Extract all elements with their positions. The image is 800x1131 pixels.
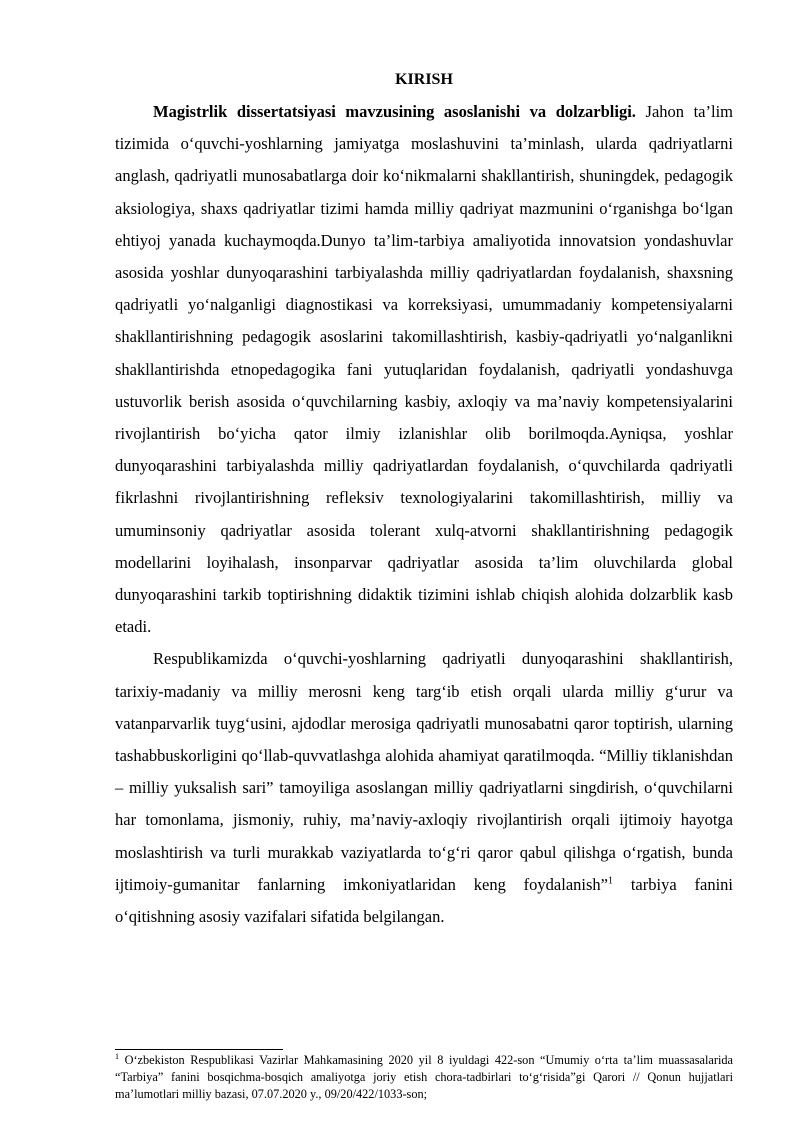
footnote-text: O‘zbekiston Respublikasi Vazirlar Mahkamasining 2020 yil 8 iyuldagi 422-son “Umumiy o‘rta ta’lim muassasalarida “Tarbiya” fanini bosqichma-bosqich amaliyotga joriy etish chora-tadbirlari to‘g‘risida”gi Qarori // Qonun hujjatlari ma’lumotlari milliy bazasi, 07.07.2020 y., 09/20/422/1033-son;	[115, 1053, 733, 1101]
footnote	[115, 1052, 733, 1103]
footnote-number: 1	[115, 1051, 119, 1061]
paragraph-2-text: Respublikamizda o‘quvchi-yoshlarning qadriyatli dunyoqarashini shakllantirish, tarixiy-madaniy va milliy merosni keng targ‘ib etish orqali ularda milliy g‘urur va vatanparvarlik tuyg‘usini, ajdodlar merosiga qadriyatli munosabatni qaror toptirish, ularning tashabbuskorligini qo‘llab-quvvatlashga alohida ahamiyat qaratilmoqda. “Milliy tiklanishdan – milliy yuksalish sari” tamoyiliga asoslangan milliy qadriyatlarni singdirish, o‘quvchilarni har tomonlama, jismoniy, ruhiy, ma’naviy-axloqiy rivojlantirish orqali ijtimoiy hayotga moslashtirish va turli murakkab vaziyatlarda to‘g‘ri qaror qabul qilishga o‘rgatish, bunda ijtimoiy-gumanitar fanlarning imkoniyatlaridan keng foydalanish”	[115, 649, 733, 894]
page-title: KIRISH	[395, 71, 453, 88]
paragraph-2	[115, 643, 733, 933]
footnote-separator	[115, 1049, 283, 1050]
document-body	[115, 70, 733, 933]
paragraph-1-text: Jahon ta’lim tizimida o‘quvchi-yoshlarning jamiyatga moslashuvini ta’minlash, ularda qadriyatlarni anglash, qadriyatli munosabatlarga doir ko‘nikmalarni shakllantirish, shuningdek, pedagogik aksiologiya, shaxs qadriyatlar tizimi hamda milliy qadriyat mazmunini o‘rganishga bo‘lgan ehtiyoj yanada kuchaymoqda.Dunyo ta’lim-tarbiya amaliyotida innovatsion yondashuvlar asosida yoshlar dunyoqarashini tarbiyalashda milliy qadriyatlardan foydalanish, shaxsning qadriyatli yo‘nalganligi diagnostikasi va korreksiyasi, umummadaniy kompetensiyalarni shakllantirishning pedagogik asoslarini takomillashtirish, kasbiy-qadriyatli yo‘nalganlikni shakllantirishda etnopedagogika fani yutuqlaridan foydalanish, qadriyatli yondashuvga ustuvorlik berish asosida o‘quvchilarning kasbiy, axloqiy va ma’naviy kompetensiyalarini rivojlantirish bo‘yicha qator ilmiy izlanishlar olib borilmoqda.Ayniqsa, yoshlar dunyoqarashini tarbiyalashda milliy qadriyatlardan foydalanish, o‘quvchilarda qadriyatli fikrlashni rivojlantirishning refleksiv texnologiyalarini takomillashtirish, milliy va umuminsoniy qadriyatlar asosida tolerant xulq-atvorni shakllantirishning pedagogik modellarini loyihalash, insonparvar qadriyatlar asosida ta’lim oluvchilarda global dunyoqarashini tarkib toptirishning didaktik tizimini ishlab chiqish alohida dolzarblik kasb etadi.	[115, 102, 734, 637]
paragraph-2-text-after: tarbiya fanini o‘qitishning asosiy vazifalari sifatida belgilangan.	[115, 874, 733, 927]
paragraph-1	[115, 96, 733, 643]
footnote-reference[interactable]: 1	[607, 875, 613, 887]
paragraph-1-lead: Magistrlik dissertatsiyasi mavzusining asoslanishi va dolzarbligi.	[153, 102, 636, 121]
